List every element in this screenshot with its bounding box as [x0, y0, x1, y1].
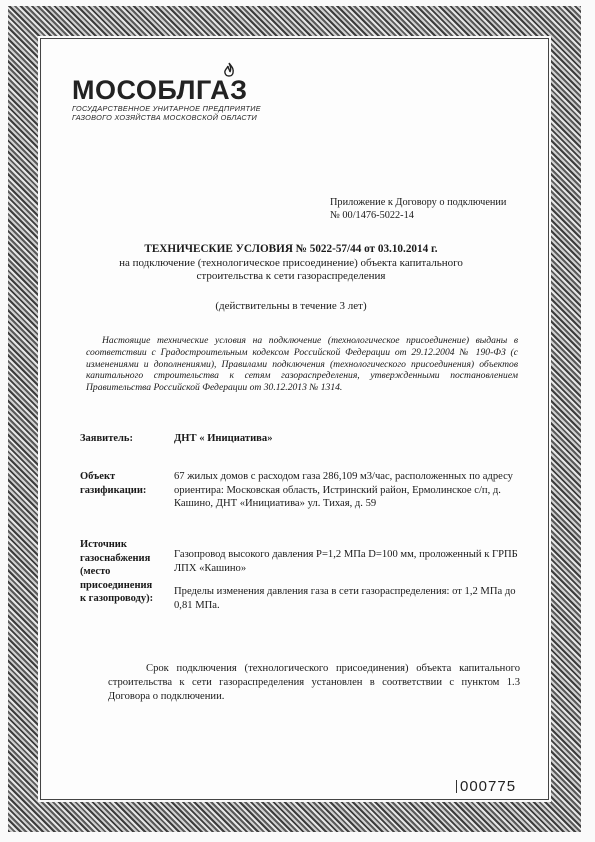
- title-main: ТЕХНИЧЕСКИЕ УСЛОВИЯ № 5022-57/44 от 03.10.2014 г.: [144, 243, 438, 255]
- company-logo: [72, 76, 261, 122]
- logo-name-text: МОСОБЛГАЗ: [72, 75, 248, 105]
- source-value-pipeline: Газопровод высокого давления Р=1,2 МПа D=100 мм, проложенный к ГРПБ ЛПХ «Кашино»: [174, 549, 518, 574]
- appendix-line-1: Приложение к Договору о подключении: [330, 197, 507, 208]
- applicant-value: ДНТ « Инициатива»: [174, 433, 273, 444]
- validity-note: (действительны в течение 3 лет): [215, 300, 367, 312]
- logo-subtitle-1: ГОСУДАРСТВЕННОЕ УНИТАРНОЕ ПРЕДПРИЯТИЕ: [72, 104, 261, 113]
- source-label-line-5: к газопроводу):: [80, 593, 154, 604]
- applicant-label: Заявитель:: [80, 433, 133, 444]
- closing-paragraph: Срок подключения (технологического присоединения) объекта капитального строительства к сети газораспределения установлен в соответствии с пунктом 1.3 Договора о подключении.: [108, 663, 520, 702]
- logo-name: [72, 76, 261, 104]
- appendix-line-2: № 00/1476-5022-14: [330, 210, 414, 221]
- flame-icon: [222, 62, 236, 80]
- object-label: [80, 470, 146, 497]
- object-value: 67 жилых домов с расходом газа 286,109 м3/час, расположенных по адресу ориентира: Московская область, Истринский район, Ермолинское с/п, д. Кашино, ДНТ «Инициатива» ул. Тихая, д. 59: [174, 471, 513, 510]
- object-label-line-1: Объект: [80, 471, 116, 482]
- source-label: [80, 538, 153, 606]
- source-label-line-4: присоединения: [80, 579, 153, 591]
- title-line-3: строительства к сети газораспределения: [196, 270, 386, 282]
- preamble-paragraph: Настоящие технические условия на подключение (технологическое присоединение) выданы в соответствии с Градостроительным кодексом Российской Федерации от 29.12.2004 № 190-ФЗ (с изменениями и дополнениями), Правилами подключения (технологического присоединения) объектов капитального строительства к сетям газораспределения, утвержденными постановлением Правительства Российской Федерации от 30.12.2013 № 1314.: [86, 335, 518, 394]
- title-line-2: на подключение (технологическое присоединение) объекта капитального: [119, 256, 463, 269]
- object-label-line-2: газификации:: [80, 484, 147, 496]
- source-value-pressure: Пределы изменения давления газа в сети газораспределения: от 1,2 МПа до 0,81 МПа.: [174, 586, 516, 611]
- source-label-line-2: газоснабжения: [80, 552, 151, 564]
- appendix-note: [330, 196, 506, 222]
- source-label-line-3: (место: [80, 566, 111, 577]
- logo-subtitle-2: ГАЗОВОГО ХОЗЯЙСТВА МОСКОВСКОЙ ОБЛАСТИ: [72, 113, 258, 122]
- source-label-line-1: Источник: [80, 539, 127, 550]
- document-title: [70, 243, 512, 284]
- serial-number: 000775: [460, 778, 517, 795]
